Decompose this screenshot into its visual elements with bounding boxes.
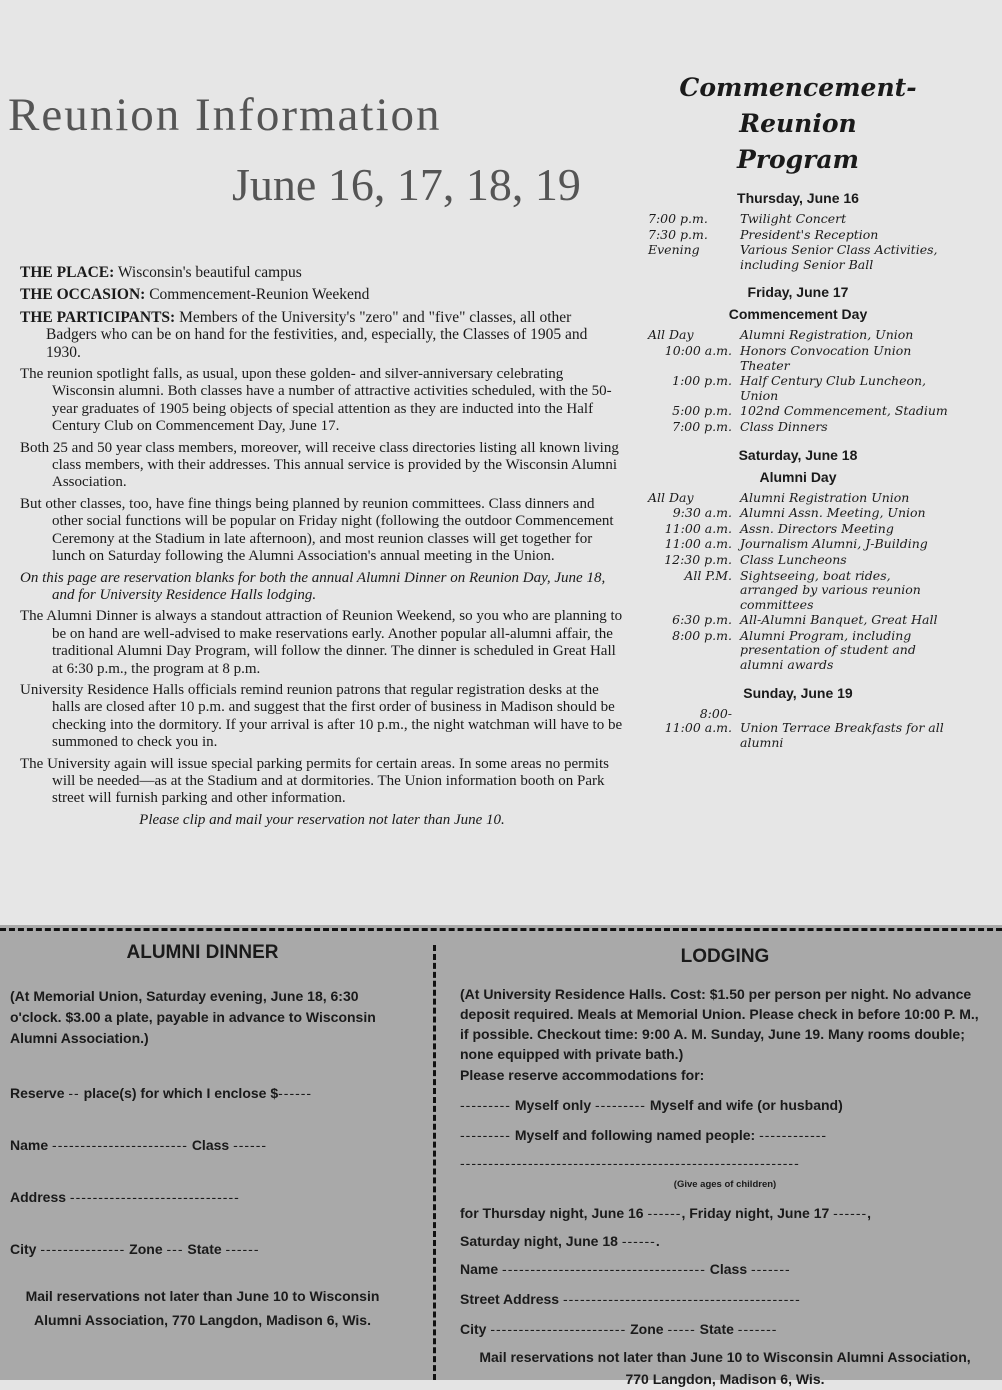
lodging-form-heading: LODGING <box>680 946 770 967</box>
dinner-name-field[interactable]: ------------------------ <box>52 1137 188 1153</box>
program-event: 12:30 p.m. Class Luncheons <box>664 551 847 567</box>
following-people-extra <box>460 1152 990 1174</box>
myself-only-field[interactable]: --------- <box>460 1097 511 1113</box>
friday-events <box>648 328 948 434</box>
program-event: All P.M. Sightseeing, boat rides, arranged by various reunion committees <box>684 567 921 612</box>
fact-participants: THE PARTICIPANTS: Members of the University's "zero" and "five" classes, all other Badgers who can be on hand for the festivities, and, especially, the Classes of 1905 and 1930. <box>20 308 588 361</box>
program-event: 11:00 a.m. Journalism Alumni, J-Building <box>664 536 928 552</box>
lodging-street-line: Street Address ------------------------------------------ <box>460 1291 801 1307</box>
program-sidebar <box>648 70 948 751</box>
myself-wife-field[interactable]: --------- <box>595 1097 646 1113</box>
program-event: 8:00- 11:00 a.m. Union Terrace Breakfasts for all alumni <box>664 705 944 750</box>
saturday-events <box>648 491 948 673</box>
program-event: 1:00 p.m. Half Century Club Luncheon, Union <box>672 373 927 403</box>
form-divider <box>433 945 436 1380</box>
lodging-city-field[interactable]: ------------------------ <box>490 1321 627 1337</box>
friday-heading: Friday, June 17 <box>747 284 849 301</box>
program-event: 7:00 p.m. Class Dinners <box>672 418 828 434</box>
paragraph-residence-halls: University Residence Halls officials remind reunion patrons that regular registration desks at the halls are closed after 10 p.m. and suggest that the first order of business in Madison should be checking into the dormitory. If your arrival is after 10 p.m., the night watchman will have to be summoned to check you in. <box>20 681 623 751</box>
friday-night-field[interactable]: ------ <box>833 1205 868 1221</box>
fact-occasion: THE OCCASION: Commencement-Reunion Weekend <box>20 286 370 304</box>
lodging-state-field[interactable]: ------- <box>737 1321 778 1337</box>
lodging-class-field[interactable]: ------- <box>751 1261 791 1277</box>
saturday-heading: Saturday, June 18 <box>738 446 858 463</box>
lodging-street-field[interactable]: ------------------------------------------ <box>562 1291 801 1307</box>
paragraph-alumni-dinner: The Alumni Dinner is always a standout attraction of Reunion Weekend, so you who are planning to be on hand are well-advised to make reservations early. Another popular all-alumni affair, the traditional Alumni Day Program, will follow the dinner. The dinner is scheduled in Great Hall at 6:30 p.m., the program at 8 p.m. <box>20 608 623 677</box>
sunday-heading: Sunday, June 19 <box>743 684 853 701</box>
saturday-subheading: Alumni Day <box>759 468 837 485</box>
program-event: Evening Various Senior Class Activities, including Senior Ball <box>648 242 938 272</box>
program-title: Commencement-Reunion Program <box>679 73 917 174</box>
reunion-dates: June 16, 17, 18, 19 <box>232 159 581 210</box>
program-event: 9:30 a.m. Alumni Assn. Meeting, Union <box>672 505 926 521</box>
dinner-zone-field[interactable]: --- <box>166 1241 184 1257</box>
following-people-field[interactable]: ------------ <box>759 1127 828 1143</box>
paragraph-spotlight: The reunion spotlight falls, as usual, upon these golden- and silver-anniversary celebrating Wisconsin alumni. Both classes have a number of attractive activities scheduled, with the 50-year graduates of 1905 being objects of special attention as they are inducted into the Half Century Club on Commencement Day, June 17. <box>20 366 612 435</box>
sunday-events <box>648 707 948 751</box>
dinner-reserve-line: Reserve -- place(s) for which I enclose $------ <box>10 1085 313 1101</box>
thursday-night-field[interactable]: ------ <box>647 1205 682 1221</box>
program-event: 10:00 a.m. Honors Convocation Union Theater <box>664 342 912 373</box>
lodging-name-line: Name ------------------------------------ Class ------- <box>460 1261 791 1277</box>
alumni-dinner-form <box>10 942 395 1332</box>
dinner-address-line: Address ------------------------------ <box>10 1189 240 1205</box>
program-event: All Day Alumni Registration Union <box>648 489 910 505</box>
dinner-city-line: City --------------- Zone --- State ------ <box>10 1241 260 1257</box>
paragraph-directories: Both 25 and 50 year class members, moreover, will receive class directories listing all known living class members, with their addresses. This annual service is provided by the Wisconsin Alumni Association. <box>20 439 619 491</box>
please-reserve-line: Please reserve accommodations for: <box>460 1067 705 1083</box>
paragraph-other-classes: But other classes, too, have fine things being planned by reunion committees. Class dinners and other social functions will be popular on Friday night (following the outdoor Commencement Ceremony at the Stadium in late afternoon), and most reunion classes will get together for lunch on Saturday following the Alumni Association's annual meeting in the Union. <box>20 495 614 565</box>
cut-line <box>0 928 1002 931</box>
program-event: 6:30 p.m. All-Alumni Banquet, Great Hall <box>672 612 938 628</box>
ages-note: (Give ages of children) <box>673 1179 777 1190</box>
closing-note: Please clip and mail your reservation not later than June 10. <box>139 811 505 828</box>
amount-field[interactable]: ------ <box>278 1085 313 1101</box>
program-event: All Day Alumni Registration, Union <box>648 327 914 343</box>
lodging-name-field[interactable]: ------------------------------------ <box>502 1261 706 1277</box>
dinner-class-field[interactable]: ------ <box>233 1137 268 1153</box>
dinner-form-heading: ALUMNI DINNER <box>126 942 279 963</box>
thursday-events <box>648 212 948 272</box>
following-people-check[interactable]: --------- <box>460 1127 511 1143</box>
lodging-following-line: --------- Myself and following named people: ------------ <box>460 1127 828 1143</box>
lodging-saturday-line: Saturday night, June 18 ------. <box>460 1233 660 1249</box>
fact-place: THE PLACE: Wisconsin's beautiful campus <box>20 264 302 281</box>
dinner-form-intro: (At Memorial Union, Saturday evening, June 18, 6:30 o'clock. $3.00 a plate, payable in advance to Wisconsin Alumni Association.) <box>10 988 376 1046</box>
lodging-nights-line: for Thursday night, June 16 ------, Friday night, June 17 ------, <box>460 1205 872 1221</box>
lodging-options-line: --------- Myself only --------- Myself and wife (or husband) <box>460 1097 843 1113</box>
program-event: 8:00 p.m. Alumni Program, including presentation of student and alumni awards <box>672 627 916 673</box>
article-body <box>20 264 624 833</box>
saturday-night-field[interactable]: ------ <box>621 1233 656 1249</box>
friday-subheading: Commencement Day <box>728 306 868 323</box>
program-event: 7:30 p.m. President's Reception <box>648 226 879 242</box>
lodging-form <box>460 946 990 1390</box>
lodging-mail-note: Mail reservations not later than June 10 to Wisconsin Alumni Association, 770 Langdon, Madison 6, Wis. <box>479 1349 971 1387</box>
dinner-address-field[interactable]: ------------------------------ <box>69 1189 240 1205</box>
lodging-city-line: City ------------------------ Zone ----- State ------- <box>460 1321 778 1337</box>
program-event: 11:00 a.m. Assn. Directors Meeting <box>664 520 894 536</box>
thursday-heading: Thursday, June 16 <box>737 190 859 206</box>
program-event: 7:00 p.m. Twilight Concert <box>648 211 847 226</box>
paragraph-blanks-note: On this page are reservation blanks for both the annual Alumni Dinner on Reunion Day, June 18, and for University Residence Halls lodging. <box>20 569 606 603</box>
lodging-form-intro: (At University Residence Halls. Cost: $1.50 per person per night. No advance deposit required. Meals at Memorial Union. Please check in before 10:00 P. M., if possible. Checkout time: 9:00 A. M. Sunday, June 19. Many rooms double; none equipped with private bath.) <box>460 986 979 1062</box>
dinner-state-field[interactable]: ------ <box>225 1241 260 1257</box>
dinner-mail-note: Mail reservations not later than June 10 to Wisconsin Alumni Association, 770 Langdon, Madison 6, Wis. <box>25 1288 380 1328</box>
dinner-city-field[interactable]: --------------- <box>40 1241 126 1257</box>
page-title: Reunion Information <box>8 89 442 141</box>
paragraph-parking: The University again will issue special parking permits for certain areas. In some areas no permits will be needed—as at the Stadium and at dormitories. The Union information booth on Park street will furnish parking and other information. <box>20 755 609 807</box>
places-field[interactable]: -- <box>68 1085 80 1101</box>
lodging-zone-field[interactable]: ----- <box>667 1321 696 1337</box>
program-event: 5:00 p.m. 102nd Commencement, Stadium <box>672 403 948 419</box>
following-people-field-2[interactable]: ------------------------------------------------------------ <box>460 1155 800 1171</box>
dinner-name-line: Name ------------------------ Class ------ <box>10 1137 268 1153</box>
